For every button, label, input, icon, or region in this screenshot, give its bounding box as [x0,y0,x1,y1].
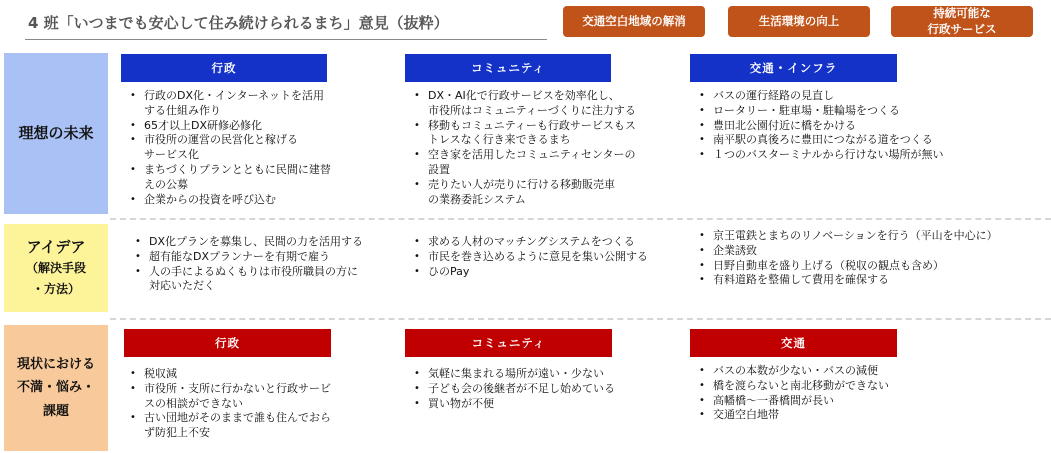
row-separator [110,218,1051,220]
list-item: • 南平駅の真後ろに豊田につながる道をつくる [696,133,1036,148]
row-label-text: 現状における 不満・悩み・ 課題 [16,356,95,419]
ideas-community-list [411,235,686,279]
list-item: • 行政のDX化・インターネットを活用 する仕組み作り [127,89,397,119]
category-header-community: コミュニティ [405,329,612,357]
list-item: • まちづくりプランとともに民間に建替 えの公募 [127,163,397,193]
list-item: • 古い団地がそのままで誰も住んでおら ず防犯上不安 [127,411,397,441]
category-header-transport-infrastructure: 交通・インフラ [690,54,897,82]
list-item: • 日野自動車を盛り上げる（税収の観点も含め） [696,259,1036,274]
list-item: • 超有能なDXプランナーを有期で雇う [132,250,402,265]
list-item: • 企業からの投資を呼び込む [127,193,397,208]
list-item: • 気軽に集まれる場所が遠い・少ない [411,367,686,382]
category-header-administration: 行政 [124,329,331,357]
list-item: • 交通空白地帯 [696,408,1036,423]
row-sublabel-text: （解決手段 ・方法） [25,261,86,296]
list-item: • バスの運行経路の見直し [696,89,1036,104]
list-item: • １つのバスターミナルから行けない場所が無い [696,148,1036,163]
list-item: • 空き家を活用したコミュニティセンターの 設置 [411,148,686,178]
category-header-community: コミュニティ [405,54,611,82]
page-title: 4 班「いつまでも安心して住み続けられるまち」意見（抜粋） [28,14,449,32]
list-item: • 65才以上DX研修必修化 [127,119,397,134]
issues-community-list [411,367,686,411]
ideal-community-list [411,89,686,207]
list-item: • 税収減 [127,367,397,382]
ideal-transport-list [696,89,1036,163]
list-item: • バスの本数が少ない・バスの減便 [696,364,1036,379]
list-item: • 高幡橋～一番橋間が長い [696,394,1036,409]
theme-living-environment-button[interactable]: 生活環境の向上 [728,6,870,37]
theme-sustainable-admin-button[interactable]: 持続可能な 行政サービス [891,6,1033,37]
row-label-text: アイデア [26,238,86,257]
ideas-transport-list [696,229,1036,288]
category-header-administration: 行政 [121,54,327,82]
issues-transport-list [696,364,1036,423]
list-item: • DX・AI化で行政サービスを効率化し、 市役所はコミュニティーづくりに注力する [411,89,686,119]
list-item: • 人の手によるぬくもりは市役所職員の方に 対応いただく [132,265,402,295]
list-item: • 移動もコミュニティーも行政サービスもス トレスなく行き来できるまち [411,119,686,149]
list-item: • 売りたい人が売りに行ける移動販売車 の業務委託システム [411,178,686,208]
issues-admin-list [127,367,397,441]
list-item: • ロータリー・駐車場・駐輪場をつくる [696,104,1036,119]
list-item: • 豊田北公園付近に橋をかける [696,119,1036,134]
list-item: • 子ども会の後継者が不足し始めている [411,382,686,397]
list-item: • 市役所・支所に行かないと行政サービ スの相談ができない [127,382,397,412]
row-label-text: 理想の未来 [18,124,94,142]
list-item: • ひのPay [411,265,686,280]
ideas-admin-list [132,235,402,294]
row-separator [110,318,1051,320]
list-item: • 京王電鉄とまちのリノベーションを行う（平山を中心に） [696,229,1036,244]
list-item: • 橋を渡らないと南北移動ができない [696,379,1036,394]
row-label-ideas [4,224,108,312]
list-item: • 求める人材のマッチングシステムをつくる [411,235,686,250]
list-item: • 有料道路を整備して費用を確保する [696,273,1036,288]
list-item: • 買い物が不便 [411,397,686,412]
ideal-admin-list [127,89,397,207]
title-underline [25,39,547,40]
row-label-current-issues [4,325,108,451]
list-item: • 市民を巻き込めるように意見を集い公開する [411,250,686,265]
category-header-transport: 交通 [690,329,897,357]
list-item: • DX化プランを募集し、民間の力を活用する [132,235,402,250]
row-label-ideal-future [4,53,108,214]
theme-transport-gap-button[interactable]: 交通空白地域の解消 [563,6,705,37]
list-item: • 市役所の運営の民営化と稼げる サービス化 [127,133,397,163]
list-item: • 企業誘致 [696,244,1036,259]
